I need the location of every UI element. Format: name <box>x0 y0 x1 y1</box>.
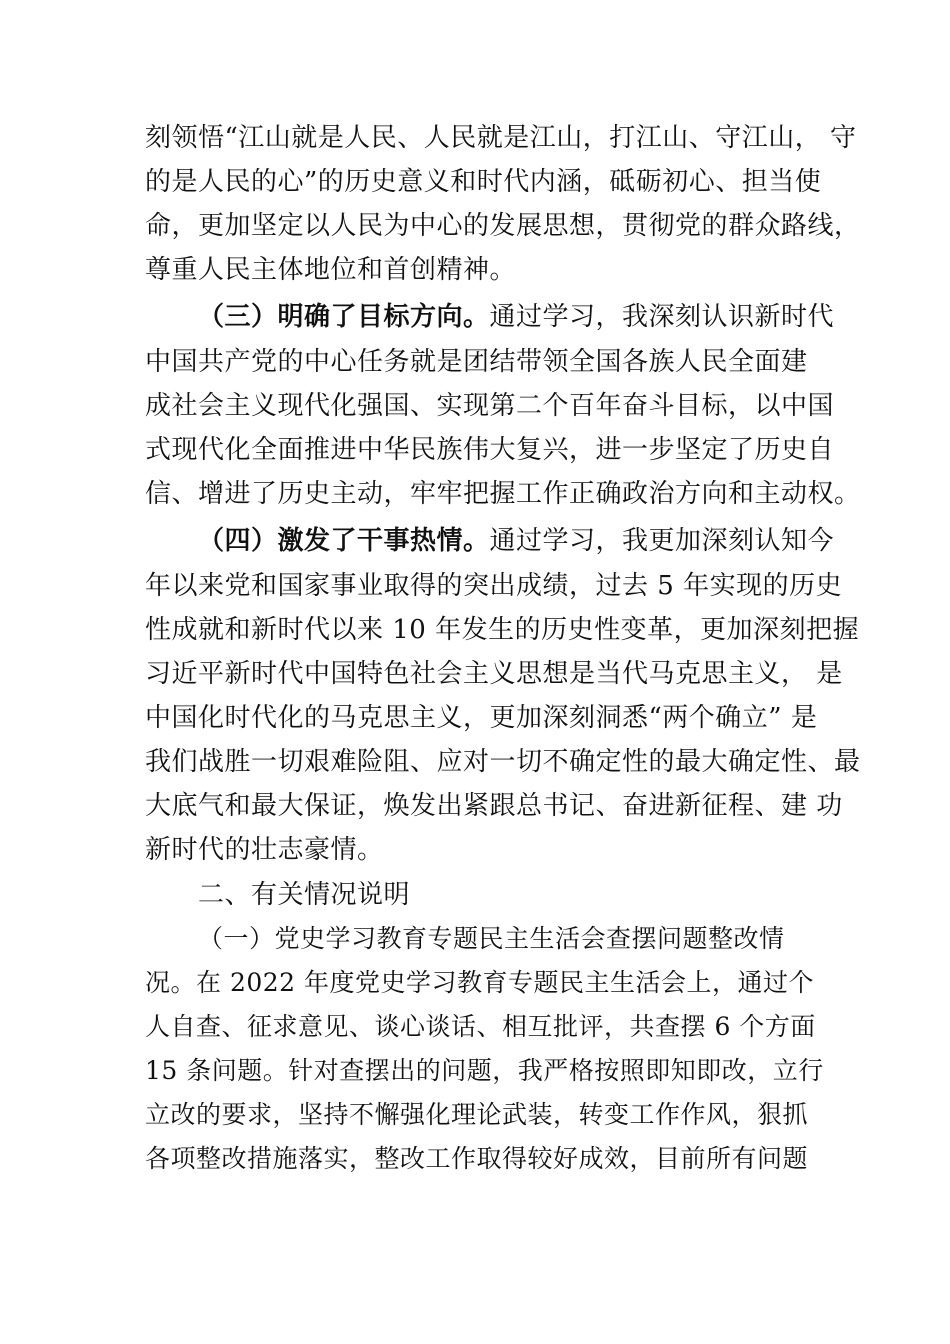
paragraph-line: 命，更加坚定以人民为中心的发展思想，贯彻党的群众路线， <box>145 211 861 241</box>
paragraph-text: 通过学习，我更加深刻认知今 <box>489 526 835 556</box>
paragraph-line: 年以来党和国家事业取得的突出成绩，过去 5 年实现的历史 <box>145 571 843 601</box>
paragraph-line: 立改的要求，坚持不懈强化理论武装，转变工作作风，狠抓 <box>145 1100 809 1129</box>
subsection-heading: （四）激发了干事热情。 <box>198 526 490 556</box>
paragraph-line: 中国化时代化的马克思主义，更加深刻洞悉“两个确立” 是 <box>145 703 818 733</box>
paragraph-first-line <box>198 300 834 334</box>
paragraph-line: 刻领悟“江山就是人民、人民就是江山，打江山、守江山， 守 <box>145 123 857 153</box>
paragraph-first-line <box>198 524 834 558</box>
paragraph-line: 习近平新时代中国特色社会主义思想是当代马克思主义， 是 <box>145 659 843 689</box>
paragraph-line: 式现代化全面推进中华民族伟大复兴，进一步坚定了历史自 <box>145 435 835 465</box>
paragraph-line: 性成就和新时代以来 10 年发生的历史性变革，更加深刻把握 <box>145 615 860 645</box>
paragraph-line: 况。在 2022 年度党史学习教育专题民主生活会上，通过个 <box>145 968 815 997</box>
paragraph-line: 15 条问题。针对查摆出的问题，我严格按照即知即改，立行 <box>145 1056 824 1085</box>
paragraph-line: 各项整改措施落实，整改工作取得较好成效，目前所有问题 <box>145 1144 809 1173</box>
paragraph-line: 中国共产党的中心任务就是团结带领全国各族人民全面建 <box>145 347 808 377</box>
subsection-heading: （三）明确了目标方向。 <box>198 302 490 332</box>
paragraph-first-line: （一）党史学习教育专题民主生活会查摆问题整改情 <box>198 924 785 953</box>
paragraph-line: 新时代的壮志豪情。 <box>145 835 384 865</box>
paragraph-line: 尊重人民主体地位和首创精神。 <box>145 255 517 285</box>
paragraph-line: 人自查、征求意见、谈心谈话、相互批评，共查摆 6 个方面 <box>145 1012 816 1041</box>
paragraph-line: 成社会主义现代化强国、实现第二个百年奋斗目标，以中国 <box>145 391 835 421</box>
paragraph-line: 大底气和最大保证，焕发出紧跟总书记、奋进新征程、建 功 <box>145 791 843 821</box>
paragraph-line: 信、增进了历史主动，牢牢把握工作正确政治方向和主动权。 <box>145 479 861 509</box>
paragraph-line: 的是人民的心”的历史意义和时代内涵，砥砺初心、担当使 <box>145 167 822 197</box>
paragraph-line: 我们战胜一切艰难险阻、应对一切不确定性的最大确定性、最 <box>145 747 861 777</box>
section-title: 二、有关情况说明 <box>198 880 411 910</box>
paragraph-text: 通过学习，我深刻认识新时代 <box>489 302 835 332</box>
